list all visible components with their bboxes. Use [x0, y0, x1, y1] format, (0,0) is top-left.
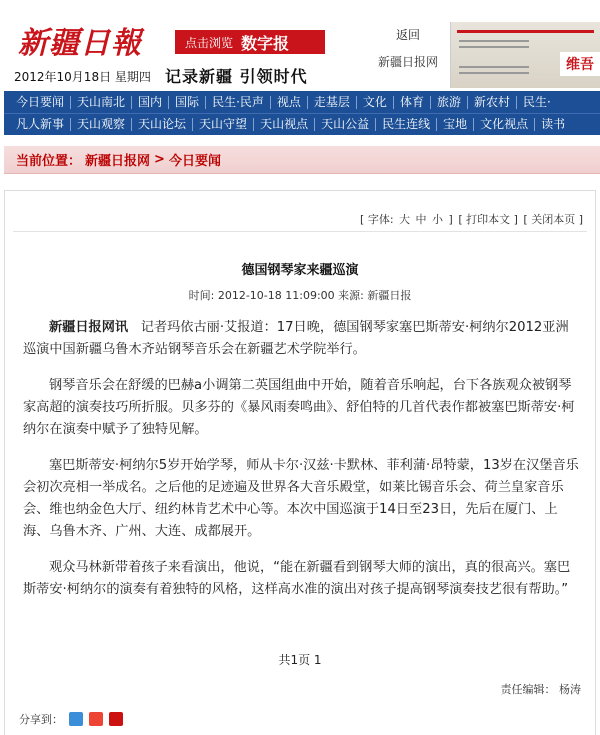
- breadcrumb-prefix: 当前位置：: [16, 154, 82, 169]
- nav-item[interactable]: 旅游: [430, 96, 467, 109]
- nav-row-2: [4, 113, 600, 135]
- nav-item[interactable]: 天山南北: [70, 96, 131, 109]
- nav-item[interactable]: 视点: [270, 96, 307, 109]
- news-source: 新疆日报网讯: [49, 320, 129, 335]
- font-medium-button[interactable]: 中: [415, 213, 427, 226]
- nav-item[interactable]: 国际: [168, 96, 205, 109]
- tools-divider: [13, 231, 587, 232]
- digital-edition-button[interactable]: [175, 30, 325, 54]
- nav-item[interactable]: 民生·: [516, 96, 557, 109]
- font-small-button[interactable]: 小: [432, 213, 444, 226]
- nav-item[interactable]: 天山守望: [192, 118, 253, 131]
- article-body: [23, 317, 581, 615]
- breadcrumb-separator: >: [154, 152, 165, 167]
- nav-item[interactable]: 天山视点: [253, 118, 314, 131]
- thumb-text-line: [459, 40, 529, 42]
- nav-item[interactable]: 凡人新事: [16, 117, 65, 131]
- thumb-stripe: [457, 30, 594, 33]
- pagination[interactable]: 共1页 1: [278, 653, 322, 667]
- article-tools: [358, 211, 583, 227]
- print-button[interactable]: [ 打印本文 ]: [458, 213, 518, 226]
- thumb-text-line: [459, 66, 529, 68]
- nav-item[interactable]: 今日要闻: [16, 94, 65, 109]
- current-date: 2012年10月18日 星期四: [14, 70, 151, 84]
- article-paragraph: 观众马林新带着孩子来看演出，他说，“能在新疆看到钢琴大师的演出，真的很高兴。塞巴斯蒂安·柯纳尔的演奏有着独特的风格，这样高水准的演出对孩子提高钢琴演奏技艺很有帮助。”: [23, 560, 571, 597]
- qzone-icon[interactable]: [69, 712, 83, 726]
- font-size-label: [ 字体:: [360, 213, 394, 226]
- nav-item[interactable]: 读书: [534, 118, 571, 131]
- nav-item[interactable]: 体育: [393, 96, 430, 109]
- site-logo[interactable]: 新疆日報: [18, 26, 142, 61]
- share-label: 分享到：: [19, 713, 63, 726]
- main-navigation: [4, 91, 600, 135]
- nav-item[interactable]: 新农村: [467, 96, 516, 109]
- close-page-button[interactable]: [ 关闭本页 ]: [523, 213, 583, 226]
- article-title: 德国钢琴家来疆巡演: [241, 263, 359, 278]
- digital-edition-small-label: 点击浏览: [185, 35, 234, 50]
- thumb-text-line: [459, 46, 529, 48]
- nav-item[interactable]: 天山公益: [314, 118, 375, 131]
- back-link[interactable]: [368, 26, 448, 70]
- digital-edition-big-label: 数字报: [241, 33, 290, 53]
- thumb-masthead: 维吾: [560, 52, 600, 76]
- article-paragraph: [23, 317, 581, 361]
- back-site-label[interactable]: 新疆日报网: [377, 55, 438, 69]
- article-paragraph: 钢琴音乐会在舒缓的巴赫a小调第二英国组曲中开始，随着音乐响起，台下各族观众被钢琴家高超的演奏技巧所折服。贝多芬的《暴风雨奏鸣曲》、舒伯特的几首代表作都被塞巴斯蒂安·柯纳尔在演奏中赋予了独特见解。: [23, 378, 575, 437]
- nav-item[interactable]: 民生连线: [375, 118, 436, 131]
- article-paragraph: 塞巴斯蒂安·柯纳尔5岁开始学琴，师从卡尔·汉兹·卡默林、菲利蒲·昂特蒙，13岁在汉堡音乐会初次亮相一举成名。之后他的足迹遍及世界各大音乐殿堂，如莱比锡音乐会、荷兰皇家音乐会、维也纳金色大厅、纽约林肯艺术中心等。本次中国巡演于14日至23日，先后在厦门、上海、乌鲁木齐、广州、大连、成都展开。: [23, 458, 579, 539]
- renren-icon[interactable]: [109, 712, 123, 726]
- nav-item[interactable]: 文化: [356, 96, 393, 109]
- responsible-editor: 责任编辑： 杨涛: [500, 683, 581, 696]
- newspaper-thumbnail[interactable]: [450, 22, 600, 88]
- nav-item[interactable]: 天山观察: [70, 118, 131, 131]
- nav-item[interactable]: 走基层: [307, 96, 356, 109]
- site-slogan: 记录新疆 引领时代: [165, 67, 308, 86]
- weibo-icon[interactable]: [89, 712, 103, 726]
- nav-item[interactable]: 民生·民声: [205, 96, 270, 109]
- article-meta: 时间: 2012-10-18 11:09:00 来源: 新疆日报: [188, 289, 412, 302]
- nav-item[interactable]: 宝地: [436, 118, 473, 131]
- share-bar: [19, 711, 123, 727]
- nav-item[interactable]: 国内: [131, 96, 168, 109]
- site-header: [0, 0, 600, 90]
- nav-row-1: [4, 91, 600, 113]
- article-panel: [4, 190, 596, 735]
- paragraph-text: 记者玛依古丽·艾报道：17日晚，德国钢琴家塞巴斯蒂安·柯纳尔2012亚洲巡演中国新疆乌鲁木齐站钢琴音乐会在新疆艺术学院举行。: [23, 320, 569, 357]
- thumb-text-line: [459, 72, 529, 74]
- breadcrumb-section-link[interactable]: 今日要闻: [168, 154, 221, 169]
- font-size-bracket: ]: [448, 213, 453, 226]
- font-large-button[interactable]: 大: [399, 213, 411, 226]
- breadcrumb: [4, 146, 600, 174]
- nav-item[interactable]: 文化视点: [473, 118, 534, 131]
- back-label[interactable]: 返回: [395, 28, 420, 42]
- nav-item[interactable]: 天山论坛: [131, 118, 192, 131]
- breadcrumb-site-link[interactable]: 新疆日报网: [85, 154, 151, 169]
